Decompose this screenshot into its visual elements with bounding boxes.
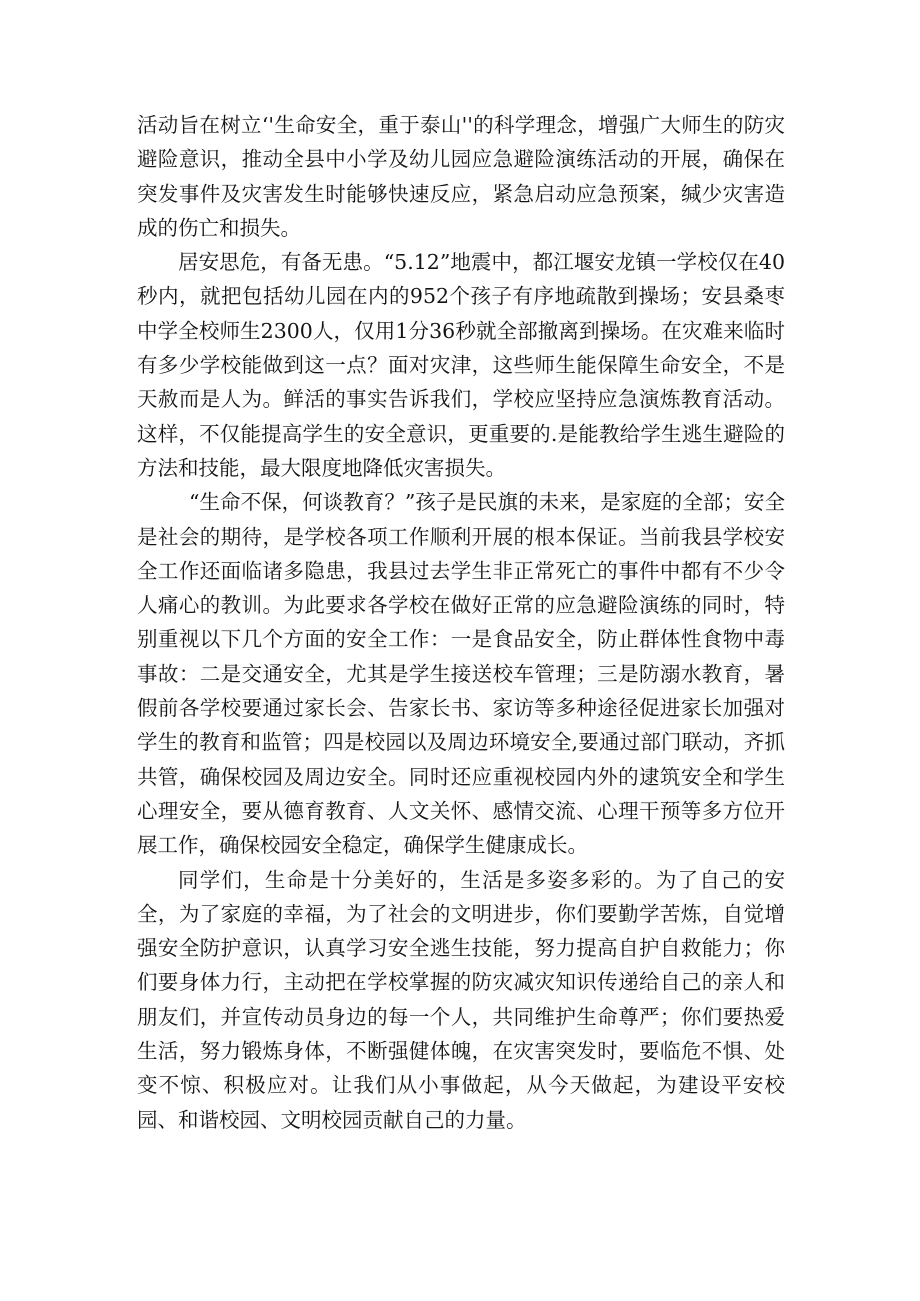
paragraph-preparedness-example: 居安思危，有备无患。“5.12”地震中，都江堰安龙镇一学校仅在40秒内，就把包括幼儿园在内的952个孩子有序地疏散到操场；安县桑枣中学全校师生2300人，仅用1分36秒就全部撤离到操场。在灾难来临时有多少学校能做到这一点？面对灾津，这些师生能保障生命安全，不是天赦而是人为。鲜活的事实告诉我们，学校应坚持应急演炼教育活动。这样，不仅能提高学生的安全意识，更重要的.是能教给学生逃生避险的方法和技能，最大限度地降低灾害损失。 [137, 250, 785, 480]
paragraph-student-appeal: 同学们，生命是十分美好的，生活是多姿多彩的。为了自己的安全，为了家庭的幸福，为了社会的文明进步，你们要勤学苦炼，自觉增强安全防护意识，认真学习安全逃生技能，努力提高自护自救能力；你们要身体力行，主动把在学校掌握的防灾减灾知识传递给自己的亲人和朋友们，并宣传动员身边的每一个人，共同维护生命尊严；你们要热爱生活，努力锻炼身体，不断强健体魄，在灾害突发时，要临危不惧、处变不惊、积极应对。让我们从小事做起，从今天做起，为建设平安校园、和谐校园、文明校园贡献自己的力量。 [137, 867, 785, 1132]
document-body [137, 108, 785, 1137]
paragraph-activity-purpose: 活动旨在树立‘'生命安全，重于泰山''的科学理念，增强广大师生的防灾避险意识，推动全县中小学及幼儿园应急避险演练活动的开展，确保在突发事件及灾害发生时能够快速反应，紧急启动应急预案，缄少灾害造成的伤亡和损失。 [137, 113, 785, 240]
paragraph-school-safety-work: “生命不保，何谈教育？”孩子是民旗的未来，是家庭的全部；安全是社会的期待，是学校各项工作顺利开展的根本保证。当前我县学校安全工作还面临诸多隐患，我县过去学生非正常死亡的事件中都有不少令人痛心的教训。为此要求各学校在做好正常的应急避险演练的同时，特别重视以下几个方面的安全工作：一是食品安全，防止群体性食物中毒事故：二是交通安全，尤其是学生接送校车管理；三是防溺水教育，暑假前各学校要通过家长会、告家长书、家访等多种途径促进家长加强对学生的教育和监管；四是校园以及周边环境安全,要通过部门联动，齐抓共管，确保校园及周边安全。同时还应重视校园内外的逮筑安全和学生心理安全，要从德育教育、人文关怀、感情交流、心理干预等多方位开展工作，确保校园安全稳定，确保学生健康成长。 [137, 490, 785, 858]
